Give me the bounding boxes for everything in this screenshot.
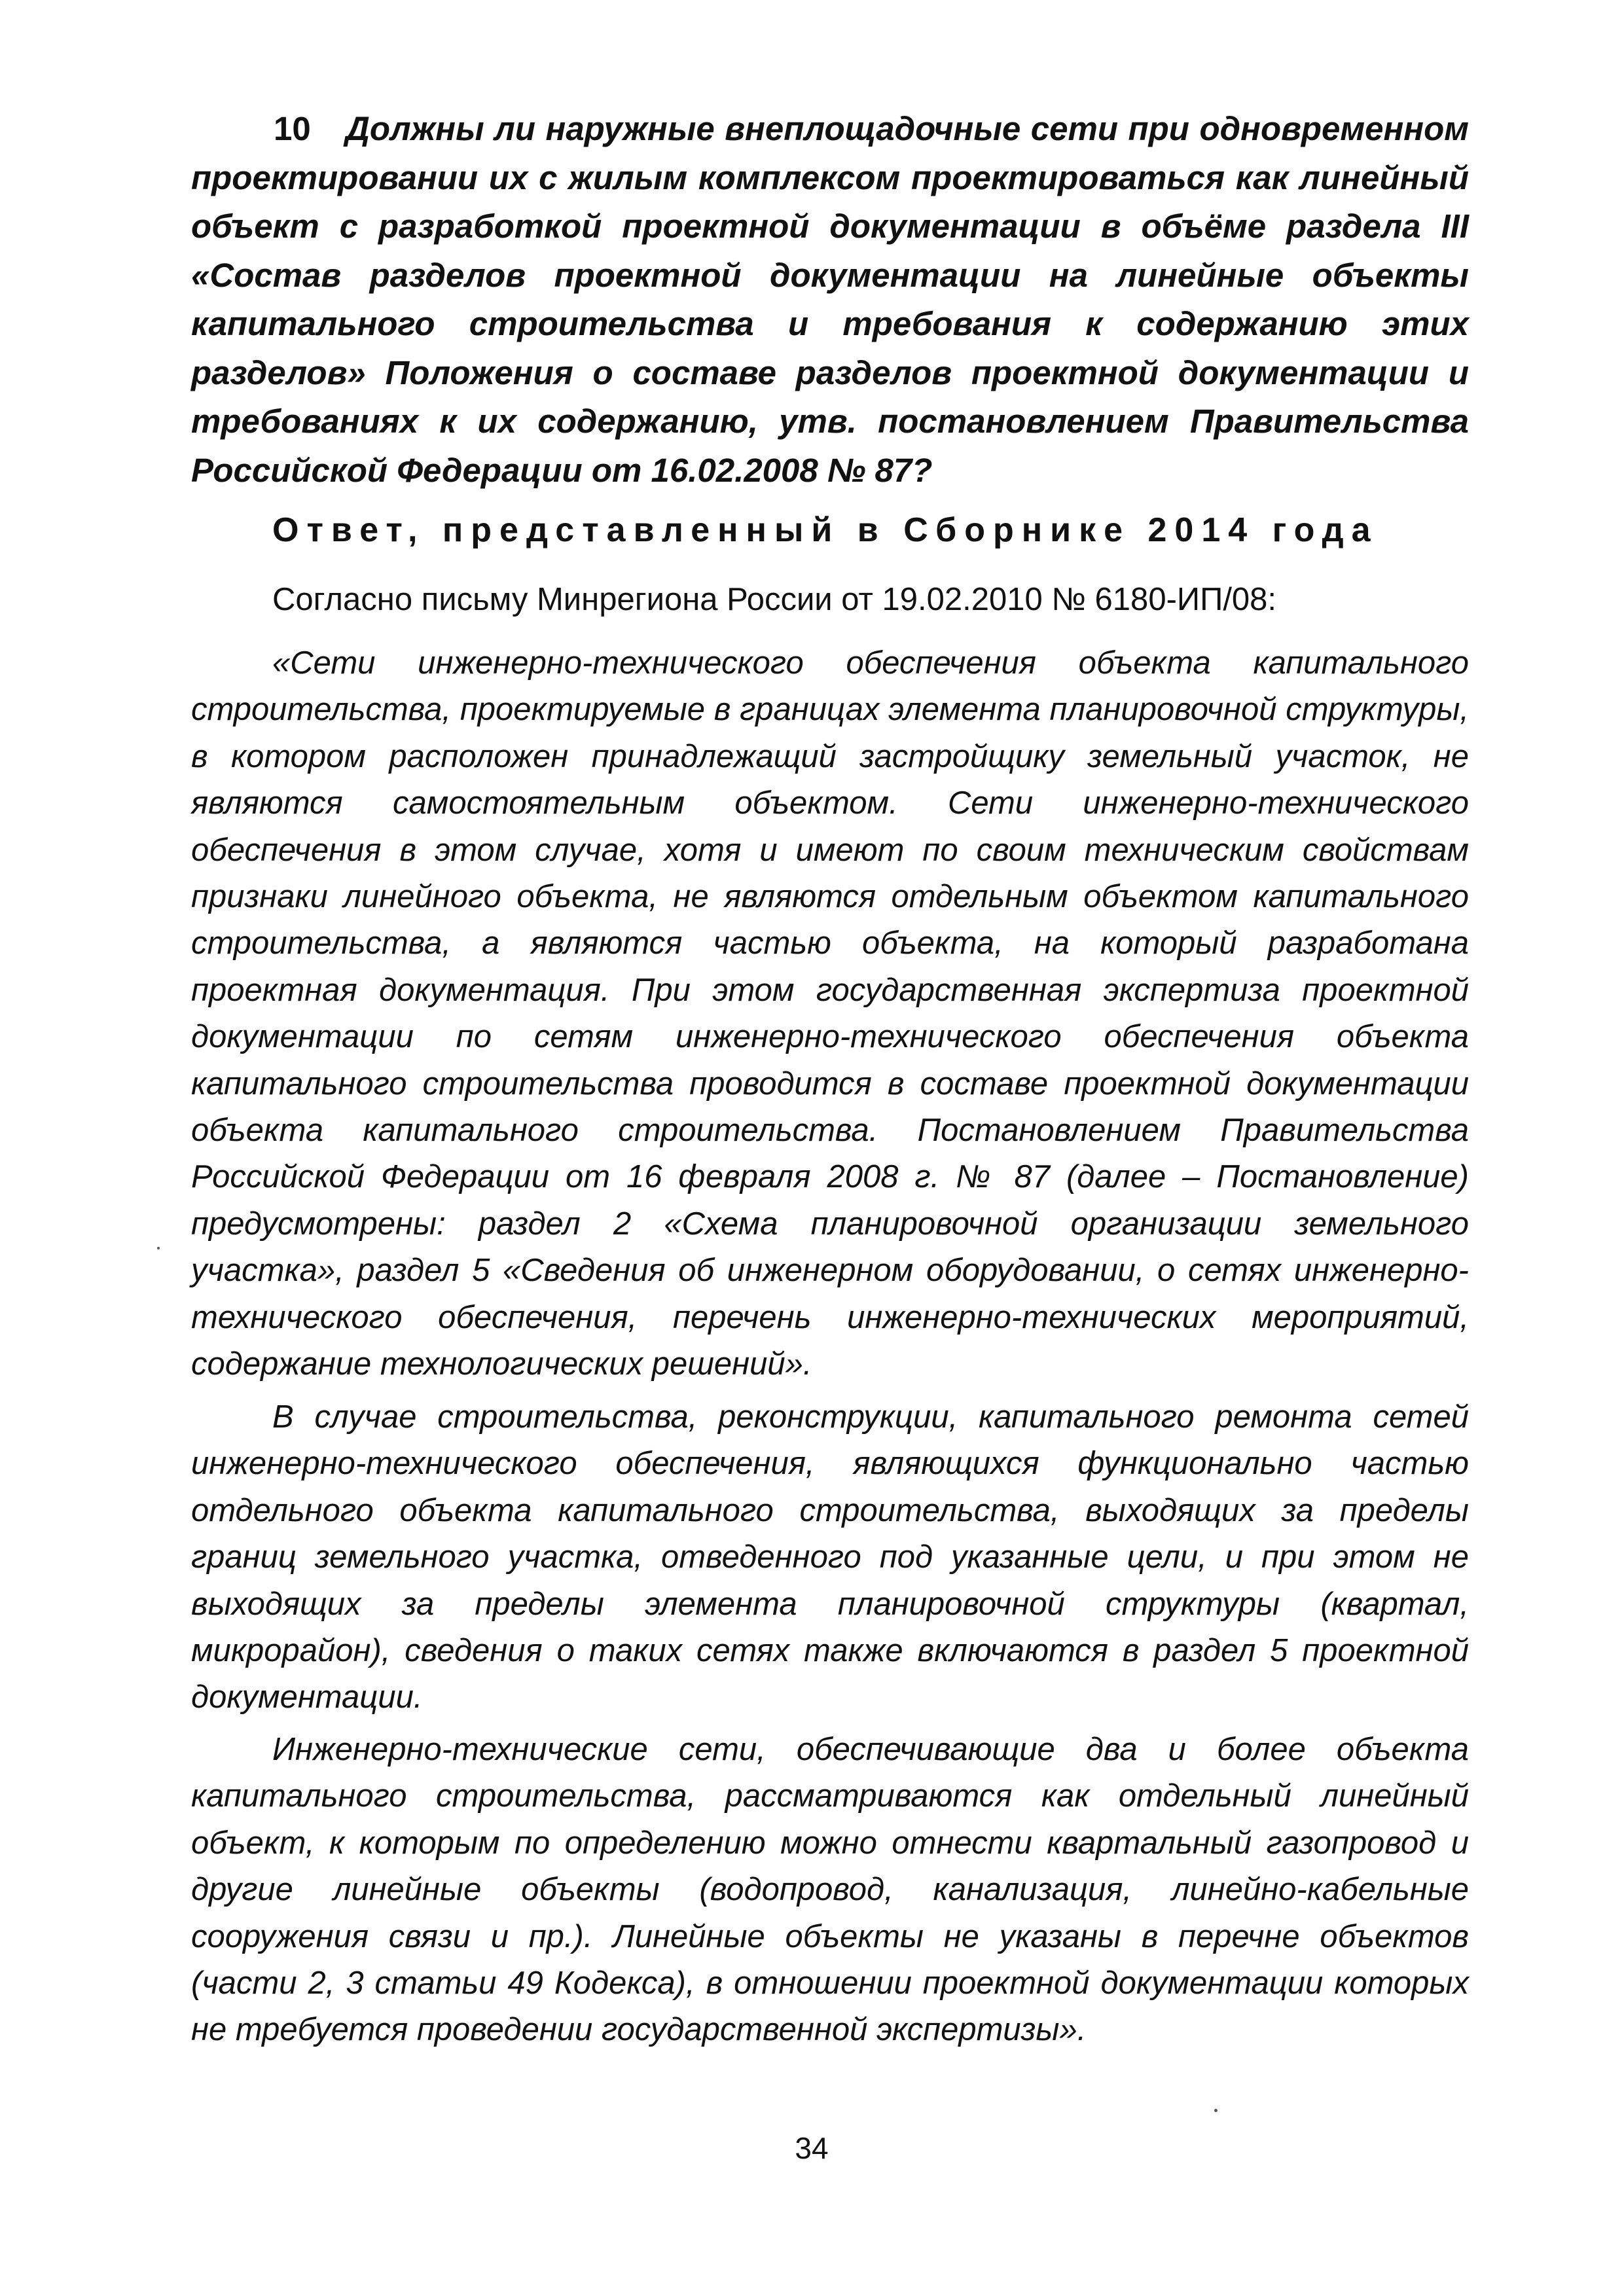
scan-speck (1214, 2109, 1218, 2112)
question-text: Должны ли наружные внеплощадочные сети при одновременном проектировании их с жилым комплексом проектироваться как линейный объект с разработкой проектной документации в объёме раздела III «Состав разделов проектной документации на линейные объекты капитального строительства и требования к содержанию этих разделов» Положения о составе разделов проектной документации и требованиях к их содержанию, утв. постановлением Правительства Российской Федерации от 16.02.2008 № 87? (191, 110, 1469, 489)
question-number: 10 (274, 110, 311, 147)
answer-source: Согласно письму Минрегиона России от 19.02.2010 № 6180-ИП/08: (272, 582, 1277, 617)
page-number: 34 (795, 2131, 829, 2165)
answer-heading: Ответ, представленный в Сборнике 2014 года (272, 511, 1379, 549)
scan-speck (157, 1247, 160, 1249)
answer-paragraph-1: «Сети инженерно-технического обеспечения объекта капитального строительства, проектируемые в границах элемента планировочной структуры, в котором расположен принадлежащий застройщику земельный участок, не являются самостоятельным объектом. Сети инженерно-технического обеспечения в этом случае, хотя и имеют по своим техническим свойствам признаки линейного объекта, не являются отдельным объектом капитального строительства, а являются частью объекта, на который разработана проектная документация. При этом государственная экспертиза проектной документации по сетям инженерно-технического обеспечения объекта капитального строительства проводится в составе проектной документации объекта капитального строительства. Постановлением Правительства Российской Федерации от 16 февраля 2008 г. № 87 (далее – Постановление) предусмотрены: раздел 2 «Схема планировочной организации земельного участка», раздел 5 «Сведения об инженерном оборудовании, о сетях инженерно-технического обеспечения, перечень инженерно-технических мероприятий, содержание технологических решений». (191, 645, 1469, 1382)
question-block (191, 105, 1469, 495)
answer-paragraph-2: В случае строительства, реконструкции, капитального ремонта сетей инженерно-технического обеспечения, являющихся функционально частью отдельного объекта капитального строительства, выходящих за пределы границ земельного участка, отведенного под указанные цели, и при этом не выходящих за пределы элемента планировочной структуры (квартал, микрорайон), сведения о таких сетях также включаются в раздел 5 проектной документации. (191, 1399, 1469, 1715)
answer-paragraph-3: Инженерно-технические сети, обеспечивающие два и более объекта капитального строительства, рассматриваются как отдельный линейный объект, к которым по определению можно отнести квартальный газопровод и другие линейные объекты (водопровод, канализация, линейно-кабельные сооружения связи и пр.). Линейные объекты не указаны в перечне объектов (части 2, 3 статьи 49 Кодекса), в отношении проектной документации которых не требуется проведении государственной экспертизы». (191, 1732, 1469, 2048)
